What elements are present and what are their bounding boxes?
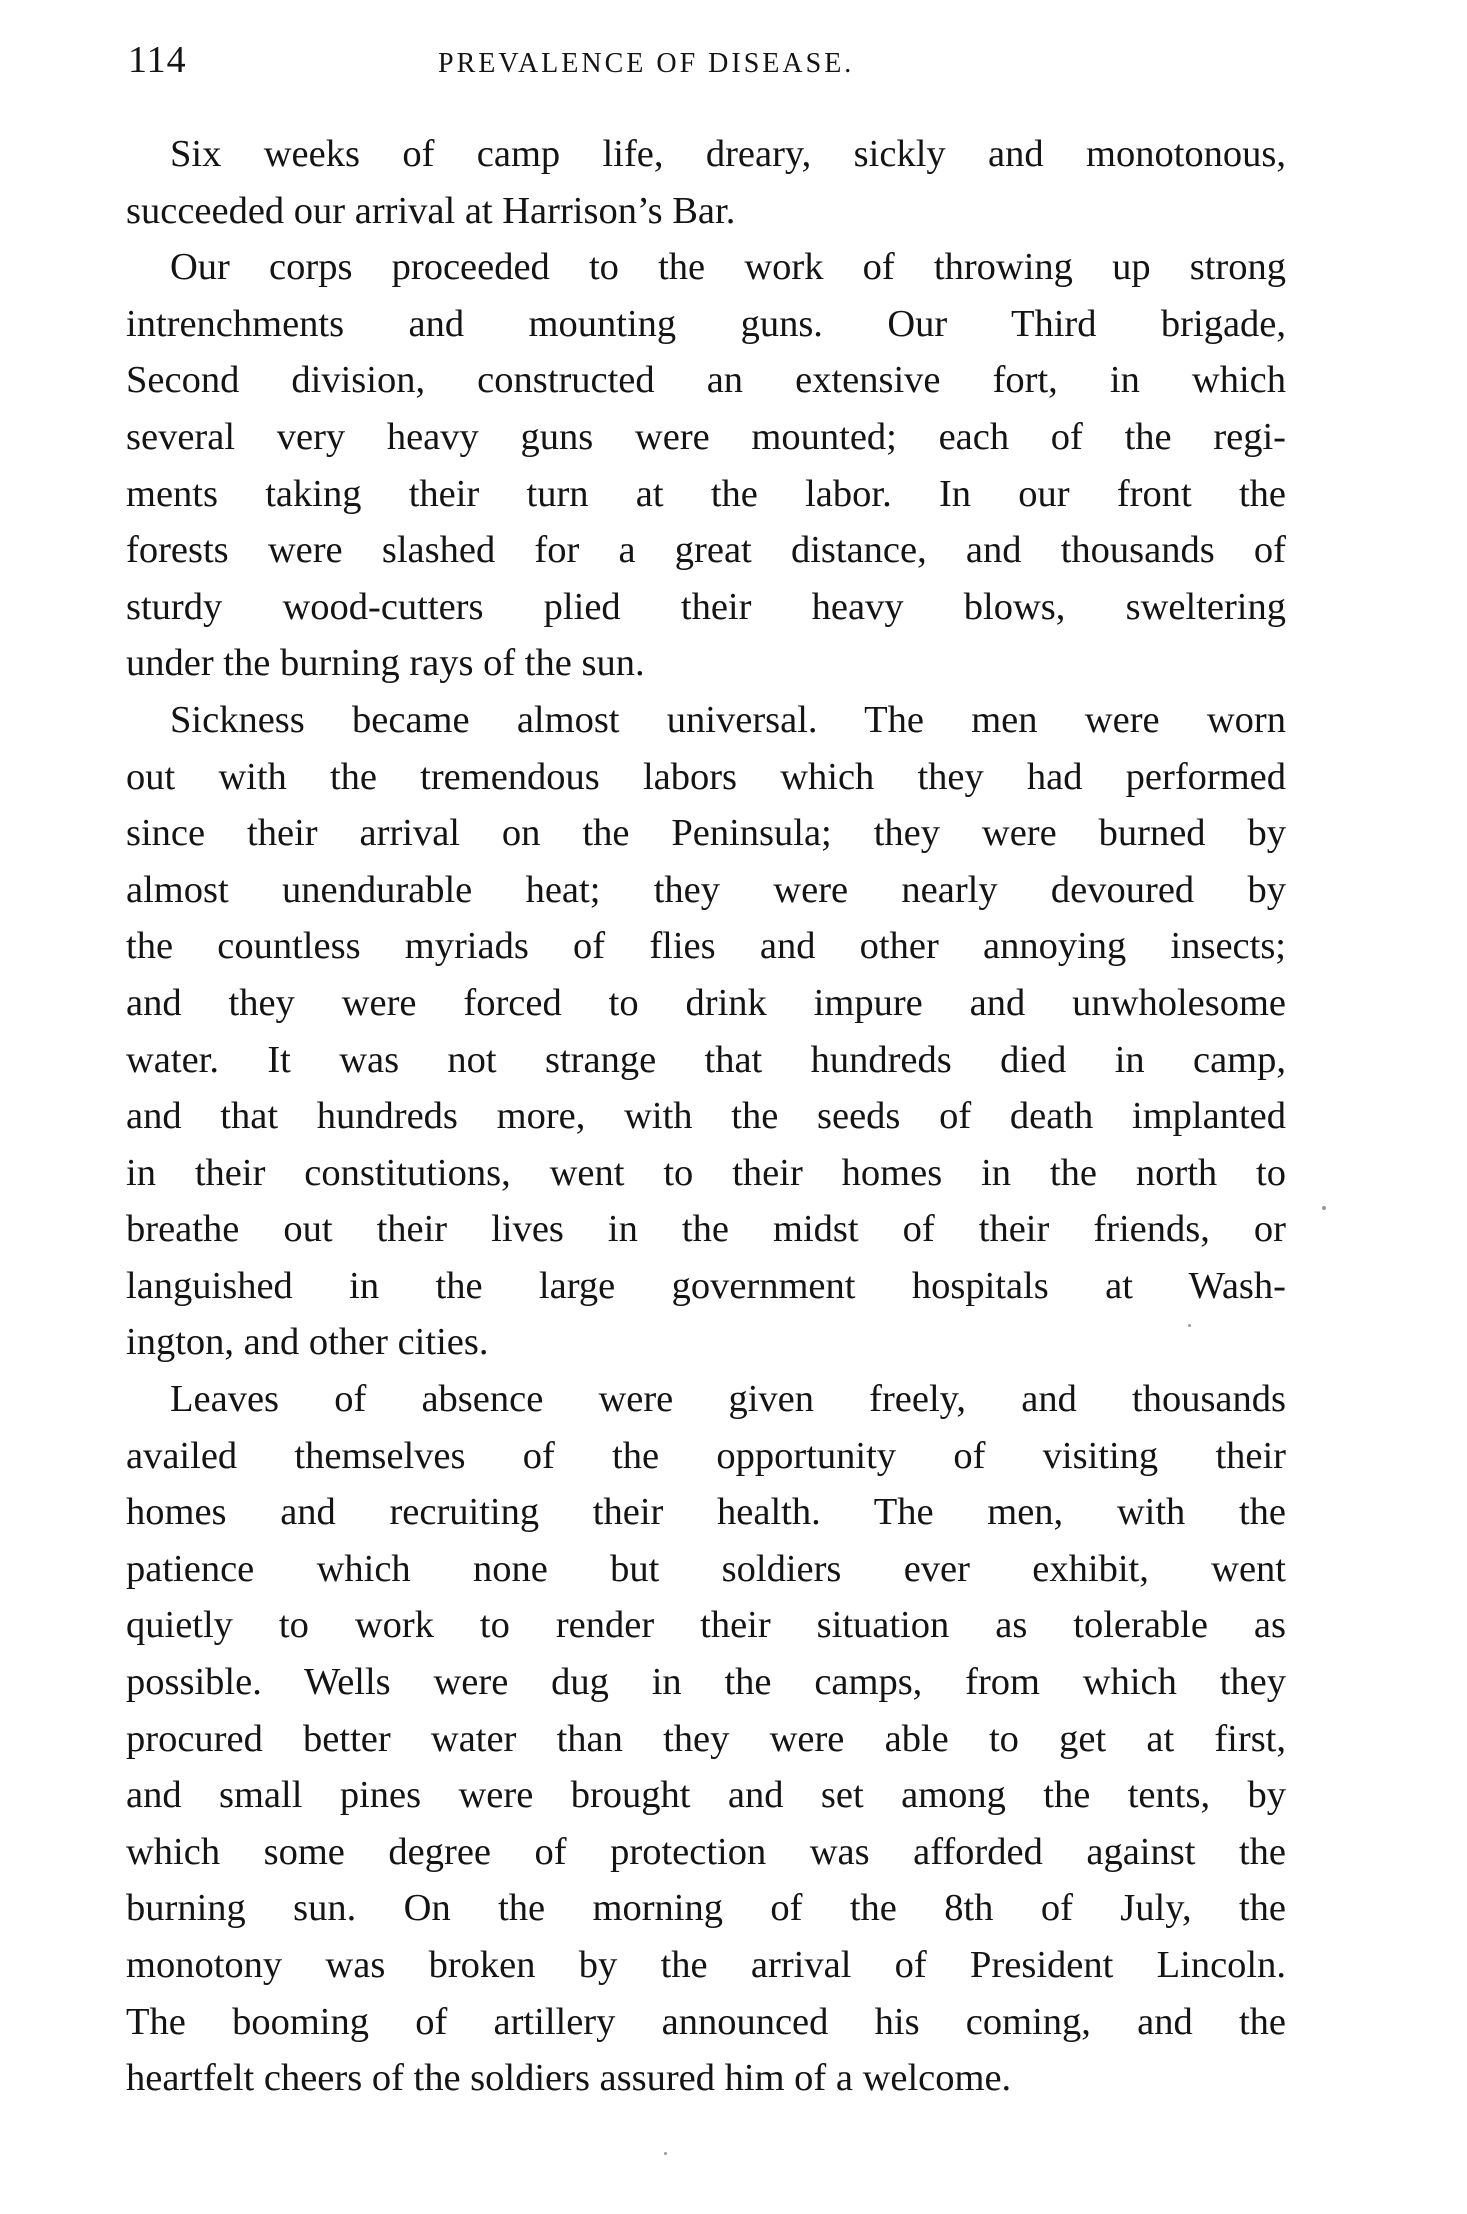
paragraph (126, 1371, 1286, 2107)
text-line: possible. Wells were dug in the camps, from which they (126, 1661, 1286, 1704)
body-text (126, 126, 1286, 2107)
text-line: and they were forced to drink impure and unwholesome (126, 981, 1286, 1024)
text-line: homes and recruiting their health. The men, with the (126, 1491, 1286, 1534)
text-line: ington, and other cities. (126, 1321, 489, 1364)
running-title: PREVALENCE OF DISEASE. (438, 48, 855, 79)
text-line: patience which none but soldiers ever exhibit, went (126, 1547, 1286, 1590)
page-header (128, 38, 1288, 98)
text-line: and that hundreds more, with the seeds of death implanted (126, 1095, 1286, 1138)
text-line: Second division, constructed an extensive fort, in which (126, 359, 1286, 402)
text-line: forests were slashed for a great distance, and thousands of (126, 529, 1286, 572)
paragraph (126, 692, 1286, 1371)
text-line: procured better water than they were able to get at first, (126, 1717, 1286, 1760)
text-line: sturdy wood-cutters plied their heavy blows, sweltering (126, 585, 1286, 628)
text-line: several very heavy guns were mounted; each of the regi- (126, 415, 1286, 458)
text-line: Sickness became almost universal. The men were worn (170, 698, 1286, 741)
text-line: heartfelt cheers of the soldiers assured him of a welcome. (126, 2057, 1012, 2100)
text-line: in their constitutions, went to their homes in the north to (126, 1151, 1286, 1194)
paragraph (126, 126, 1286, 239)
text-line: almost unendurable heat; they were nearly devoured by (126, 868, 1286, 911)
paper-speck (1188, 1324, 1191, 1327)
text-line: availed themselves of the opportunity of visiting their (126, 1434, 1286, 1477)
text-line: the countless myriads of flies and other annoying insects; (126, 925, 1286, 968)
text-line: Six weeks of camp life, dreary, sickly and monotonous, (170, 133, 1286, 175)
text-line: monotony was broken by the arrival of President Lincoln. (126, 1944, 1286, 1986)
text-line: water. It was not strange that hundreds died in camp, (126, 1038, 1286, 1081)
text-line: quietly to work to render their situation as tolerable as (126, 1604, 1286, 1647)
paper-speck (1322, 1206, 1326, 1210)
paragraph (126, 239, 1286, 692)
text-line: ments taking their turn at the labor. In our front the (126, 472, 1286, 515)
text-line: under the burning rays of the sun. (126, 642, 645, 685)
text-line: out with the tremendous labors which they had performed (126, 755, 1286, 798)
text-line: languished in the large government hospitals at Wash- (126, 1264, 1286, 1307)
page-number: 114 (128, 39, 187, 81)
text-line: burning sun. On the morning of the 8th of July, the (126, 1887, 1286, 1930)
text-line: which some degree of protection was afforded against the (126, 1830, 1286, 1873)
text-line: The booming of artillery announced his coming, and the (126, 2000, 1286, 2043)
text-line: and small pines were brought and set among the tents, by (126, 1774, 1286, 1817)
text-line: since their arrival on the Peninsula; they were burned by (126, 812, 1286, 855)
text-line: Our corps proceeded to the work of throwing up strong (170, 246, 1286, 289)
text-line: intrenchments and mounting guns. Our Third brigade, (126, 302, 1286, 345)
text-line: breathe out their lives in the midst of their friends, or (126, 1208, 1286, 1251)
text-line: Leaves of absence were given freely, and thousands (170, 1378, 1286, 1421)
text-line: succeeded our arrival at Harrison’s Bar. (126, 189, 736, 232)
paper-speck (664, 2152, 667, 2155)
